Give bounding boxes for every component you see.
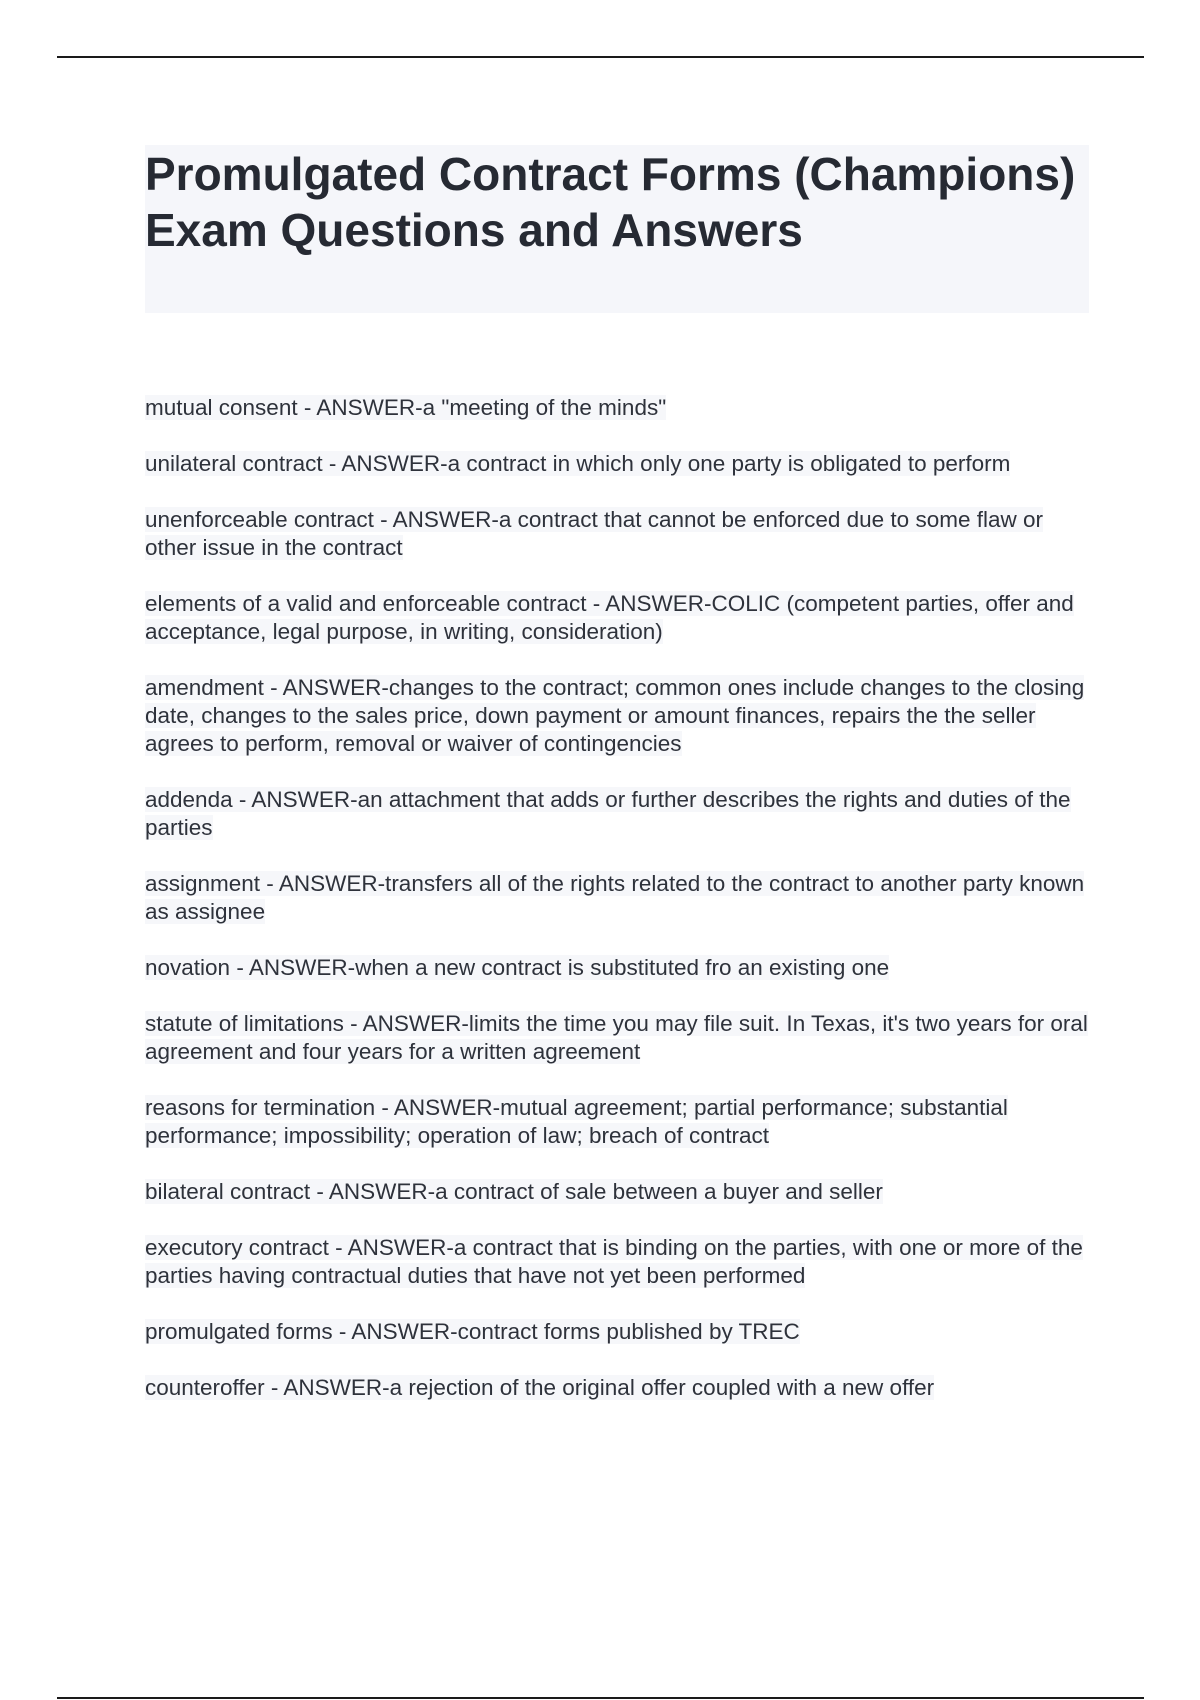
document-title: Promulgated Contract Forms (Champions) Exam Questions and Answers xyxy=(145,148,1076,256)
bottom-rule xyxy=(57,1697,1144,1699)
qa-item-reasons-for-termination: reasons for termination - ANSWER-mutual agreement; partial performance; substantial performance; impossibility; operation of law; breach of contract xyxy=(145,1095,1008,1148)
qa-item-unilateral-contract: unilateral contract - ANSWER-a contract in which only one party is obligated to perform xyxy=(145,451,1011,476)
qa-item-addenda: addenda - ANSWER-an attachment that adds or further describes the rights and duties of the parties xyxy=(145,787,1071,840)
qa-item-assignment: assignment - ANSWER-transfers all of the rights related to the contract to another party known as assignee xyxy=(145,871,1085,924)
qa-item-bilateral-contract: bilateral contract - ANSWER-a contract of sale between a buyer and seller xyxy=(145,1179,883,1204)
qa-item-novation: novation - ANSWER-when a new contract is substituted fro an existing one xyxy=(145,955,890,980)
qa-item-counteroffer: counteroffer - ANSWER-a rejection of the original offer coupled with a new offer xyxy=(145,1375,935,1400)
top-rule xyxy=(57,56,1144,58)
qa-list xyxy=(145,394,1095,1430)
qa-item-elements-valid-contract: elements of a valid and enforceable contract - ANSWER-COLIC (competent parties, offer and acceptance, legal purpose, in writing, consideration) xyxy=(145,591,1074,644)
qa-item-promulgated-forms: promulgated forms - ANSWER-contract forms published by TREC xyxy=(145,1319,800,1344)
title-block xyxy=(145,145,1089,313)
qa-item-mutual-consent: mutual consent - ANSWER-a "meeting of the minds" xyxy=(145,395,667,420)
qa-item-executory-contract: executory contract - ANSWER-a contract that is binding on the parties, with one or more of the parties having contractual duties that have not yet been performed xyxy=(145,1235,1083,1288)
qa-item-amendment: amendment - ANSWER-changes to the contract; common ones include changes to the closing date, changes to the sales price, down payment or amount finances, repairs the the seller agrees to perform, removal or waiver of contingencies xyxy=(145,675,1085,756)
qa-item-unenforceable-contract: unenforceable contract - ANSWER-a contract that cannot be enforced due to some flaw or other issue in the contract xyxy=(145,507,1043,560)
qa-item-statute-of-limitations: statute of limitations - ANSWER-limits the time you may file suit. In Texas, it's two years for oral agreement and four years for a written agreement xyxy=(145,1011,1088,1064)
